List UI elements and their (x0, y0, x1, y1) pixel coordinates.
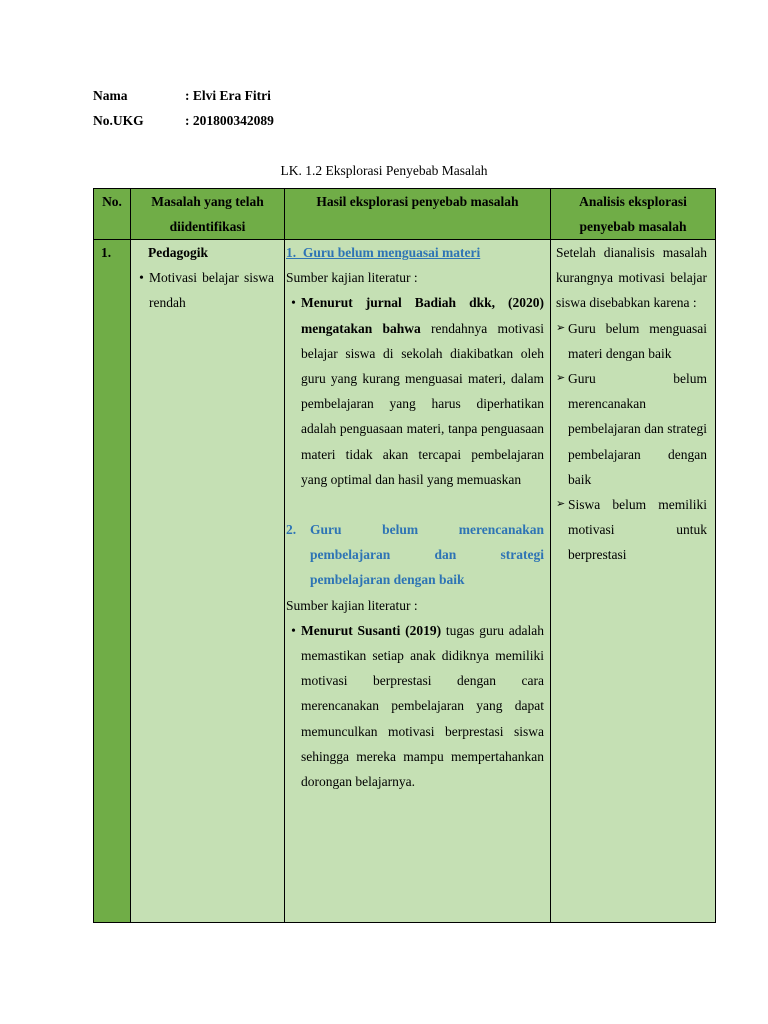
arrow-bullet-icon: ➢ (556, 372, 566, 385)
cause2-heading-text: Guru belum merencanakan pembelajaran dan strategi pembelajaran dengan baik (310, 522, 544, 588)
cause1-source: Sumber kajian literatur : (286, 270, 418, 286)
analysis-point: ➢ Guru belum merencanakan pembelajaran dan strategi pembelajaran dengan baik (556, 366, 707, 492)
cause1-reference: Menurut jurnal Badiah dkk, (2020) mengatakan bahwa (301, 295, 544, 336)
cause2-reference: Menurut Susanti (2019) (301, 622, 442, 638)
name-label: Nama (93, 88, 128, 103)
row-number: 1. (94, 240, 131, 923)
cause2-source: Sumber kajian literatur : (286, 597, 418, 613)
table-row (94, 240, 716, 923)
problem-cell (131, 240, 285, 923)
col-header-no: No. (94, 189, 131, 240)
cause2-text: tugas guru adalah memastikan setiap anak didiknya memiliki motivasi berprestasi dengan cara merencanakan pembelajaran yang dapat memunculkan motivasi berprestasi siswa sehingga mereka mampu mempertahankan dorongan belajarnya. (301, 622, 545, 790)
name-value: : Elvi Era Fitri (185, 88, 271, 103)
ukg-row (93, 113, 274, 129)
col-header-problem: Masalah yang telah diidentifikasi (131, 189, 285, 240)
analysis-intro: Setelah dianalisis masalah kurangnya motivasi belajar siswa disebabkan karena : (556, 245, 707, 311)
cause1-text: rendahnya motivasi belajar siswa di sekolah diakibatkan oleh guru yang kurang menguasai materi, dalam pembelajaran yang harus diperhatikan adalah penguasaan materi, tanpa penguasaan materi tidak akan tercapai pembelajaran yang optimal dan hasil yang memuaskan (301, 320, 544, 487)
table-header-row (94, 189, 716, 240)
bullet-icon: • (291, 622, 296, 638)
cause2-body (286, 618, 544, 794)
col-header-analysis: Analisis eksplorasi penyebab masalah (551, 189, 716, 240)
arrow-bullet-icon: ➢ (556, 321, 566, 334)
cause1-heading: 1. Guru belum menguasai materi (286, 245, 481, 260)
col-header-causes: Hasil eksplorasi penyebab masalah (285, 189, 551, 240)
cause2-heading: 2. Guru belum merencanakan pembelajaran dan strategi pembelajaran dengan baik (286, 517, 544, 593)
problem-item: • Motivasi belajar siswa rendah (134, 265, 274, 315)
analysis-cell (551, 240, 716, 923)
name-row (93, 88, 271, 104)
analysis-point: ➢ Siswa belum memiliki motivasi untuk berprestasi (556, 492, 707, 568)
ukg-value: : 201800342089 (185, 113, 274, 128)
analysis-point: ➢ Guru belum menguasai materi dengan baik (556, 316, 707, 366)
exploration-table (93, 188, 716, 923)
bullet-icon: • (291, 295, 296, 311)
ukg-label: No.UKG (93, 113, 144, 128)
bullet-icon: • (139, 270, 144, 286)
arrow-bullet-icon: ➢ (556, 498, 566, 511)
cause1-body (286, 290, 544, 492)
causes-cell (285, 240, 551, 923)
problem-category: Pedagogik (148, 245, 209, 260)
document-title: LK. 1.2 Eksplorasi Penyebab Masalah (280, 163, 488, 178)
